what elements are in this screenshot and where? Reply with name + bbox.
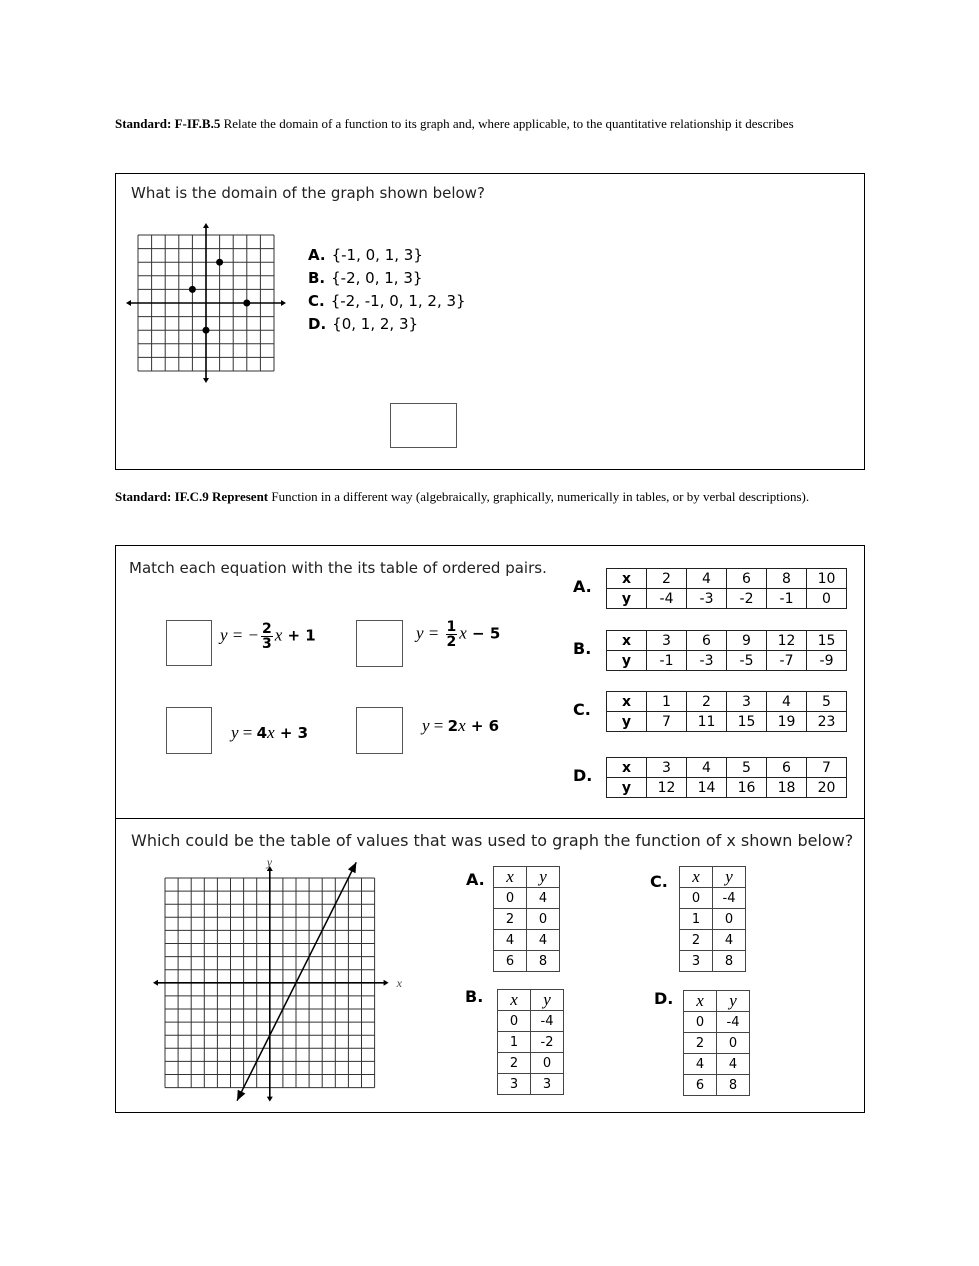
table-cell: 4 [687,758,727,778]
fraction [261,622,273,651]
eq-var: x [459,623,467,643]
table-cell: -4 [717,1012,750,1033]
denominator: 2 [446,634,457,650]
table-cell: 2 [687,692,727,712]
table-cell: 1 [647,692,687,712]
table-cell: 4 [687,569,727,589]
table-cell: 7 [647,712,687,732]
ordered-pairs-table [606,630,847,671]
table-cell: 10 [807,569,847,589]
table-cell: 4 [527,888,560,909]
column-header: x [494,867,527,888]
table-row [498,1032,564,1053]
numerator: 1 [446,619,457,635]
table-row [494,930,560,951]
table-cell: 3 [680,951,713,972]
table-cell: 6 [494,951,527,972]
question-1-text: What is the domain of the graph shown below? [131,184,485,202]
table-row [607,569,847,589]
standard-1 [115,114,835,133]
table-row [607,692,847,712]
eq-var: x [267,723,275,742]
table-row [494,888,560,909]
table-cell: 0 [494,888,527,909]
eq-lhs: y = − [220,625,259,645]
table-cell: 7 [807,758,847,778]
arrow-head [203,378,209,383]
option-label[interactable]: A. [466,870,485,889]
table-cell: 0 [684,1012,717,1033]
eq-equals: = [429,716,448,735]
choice-letter: D. [308,315,327,333]
table-cell: 8 [717,1075,750,1096]
table-cell: 4 [494,930,527,951]
standard-2 [115,487,835,506]
header-row [494,867,560,888]
table-cell: 1 [680,909,713,930]
choice-letter: C. [308,292,325,310]
question-1-graph [120,215,295,385]
table-row [607,589,847,609]
table-cell: 16 [727,778,767,798]
match-box-1[interactable] [166,620,212,666]
column-header: x [680,867,713,888]
arrow-head [126,300,131,306]
standard-description: Function in a different way (algebraically, graphically, numerically in tables, or by verbal descriptions). [268,489,810,504]
standard-code: Standard: F-IF.B.5 [115,116,221,131]
eq-lhs: y = [416,623,444,643]
ordered-pairs-table [606,568,847,609]
table-cell: 12 [767,631,807,651]
table-cell: 3 [531,1074,564,1095]
table-cell: 8 [527,951,560,972]
table-cell: 11 [687,712,727,732]
table-cell: 15 [727,712,767,732]
table-cell: -4 [647,589,687,609]
table-cell: 0 [680,888,713,909]
x-axis-label: x [396,975,402,990]
equation-4 [422,716,499,736]
row-header: y [607,589,647,609]
table-cell: -2 [531,1032,564,1053]
equation-3 [231,723,308,743]
table-row [607,651,847,671]
eq-var: x [274,625,283,645]
column-header: y [717,991,750,1012]
table-cell: 19 [767,712,807,732]
table-cell: -9 [807,651,847,671]
ordered-pairs-table [606,691,847,732]
eq-const: + 6 [465,717,500,735]
choice-text: {0, 1, 2, 3} [332,315,419,333]
header-row [498,990,564,1011]
column-header: x [684,991,717,1012]
column-header: y [527,867,560,888]
eq-y: y [231,723,239,742]
table-cell: 0 [713,909,746,930]
table-row [680,888,746,909]
option-label[interactable]: D. [654,989,674,1008]
table-cell: 14 [687,778,727,798]
table-cell: -1 [767,589,807,609]
table-cell: 6 [767,758,807,778]
table-cell: 0 [717,1033,750,1054]
table-cell: -1 [647,651,687,671]
table-cell: 23 [807,712,847,732]
table-row [498,1053,564,1074]
table-cell: 2 [494,909,527,930]
row-header: y [607,778,647,798]
eq-equals: = [238,723,257,742]
choice-c[interactable] [308,290,466,313]
equation-2 [416,620,500,649]
choice-b[interactable] [308,267,466,290]
table-cell: -2 [727,589,767,609]
table-cell: 2 [647,569,687,589]
table-cell: 5 [807,692,847,712]
table-cell: -3 [687,589,727,609]
ordered-pairs-table [606,757,847,798]
row-header: x [607,569,647,589]
table-row [498,1011,564,1032]
table-cell: 2 [684,1033,717,1054]
table-row [684,1033,750,1054]
match-box-2[interactable] [356,620,403,667]
choice-text: {-2, -1, 0, 1, 2, 3} [330,292,466,310]
table-label: D. [573,766,593,785]
table-cell: -4 [531,1011,564,1032]
table-cell: 4 [713,930,746,951]
table-cell: 2 [498,1053,531,1074]
arrow-head [153,980,158,986]
column-header: y [531,990,564,1011]
table-row [607,631,847,651]
option-label[interactable]: B. [465,987,484,1006]
table-cell: 3 [647,631,687,651]
choice-text: {-1, 0, 1, 3} [331,246,423,264]
answer-box[interactable] [390,403,457,448]
row-header: x [607,692,647,712]
choice-letter: A. [308,246,326,264]
equation-1 [220,622,316,651]
table-row [494,909,560,930]
table-cell: 0 [531,1053,564,1074]
table-cell: 15 [807,631,847,651]
question-1-choices [308,244,466,336]
table-cell: 9 [727,631,767,651]
table-cell: 4 [717,1054,750,1075]
table-cell: 2 [680,930,713,951]
table-cell: 6 [687,631,727,651]
value-table [683,990,750,1096]
value-table [493,866,560,972]
header-row [684,991,750,1012]
table-cell: 6 [684,1075,717,1096]
column-header: y [713,867,746,888]
table-cell: -3 [687,651,727,671]
table-label: C. [573,700,591,719]
table-cell: -4 [713,888,746,909]
table-row [607,758,847,778]
column-header: x [498,990,531,1011]
graph-point [216,259,223,266]
header-row [680,867,746,888]
table-cell: 1 [498,1032,531,1053]
table-cell: 8 [767,569,807,589]
table-cell: -7 [767,651,807,671]
table-cell: 3 [498,1074,531,1095]
table-row [680,930,746,951]
arrow-head [281,300,286,306]
arrow-head [267,1097,273,1102]
table-cell: 4 [527,930,560,951]
row-header: y [607,712,647,732]
eq-y: y [422,716,430,735]
choice-text: {-2, 0, 1, 3} [331,269,423,287]
value-table [497,989,564,1095]
graph-point [243,300,250,307]
eq-const: − 5 [466,624,501,643]
denominator: 3 [262,636,272,652]
table-cell: 0 [498,1011,531,1032]
table-cell: 5 [727,758,767,778]
table-cell: 3 [727,692,767,712]
arrow-head [384,980,389,986]
choice-d[interactable] [308,313,466,336]
table-cell: 3 [647,758,687,778]
table-row [607,712,847,732]
eq-const: + 1 [282,626,316,645]
table-row [680,951,746,972]
match-box-4[interactable] [356,707,403,754]
function-line [237,862,356,1100]
table-cell: 12 [647,778,687,798]
table-label: A. [573,577,592,596]
table-row [607,778,847,798]
question-2-text: Match each equation with the its table of ordered pairs. [129,559,547,577]
standard-description: Relate the domain of a function to its graph and, where applicable, to the quantitative relationship it describes [220,116,794,131]
arrow-head [203,223,209,228]
option-label[interactable]: C. [650,872,668,891]
question-3-graph [150,855,410,1110]
table-cell: -5 [727,651,767,671]
eq-const: + 3 [274,724,309,742]
table-row [680,909,746,930]
table-row [684,1054,750,1075]
table-row [684,1075,750,1096]
row-header: x [607,631,647,651]
table-cell: 4 [684,1054,717,1075]
table-cell: 4 [767,692,807,712]
graph-point [189,286,196,293]
fraction [446,620,458,649]
value-table [679,866,746,972]
choice-a[interactable] [308,244,466,267]
table-row [494,951,560,972]
eq-coef: 4 [256,724,268,742]
table-cell: 0 [807,589,847,609]
table-cell: 8 [713,951,746,972]
eq-coef: 2 [447,717,459,735]
divider [116,818,864,819]
table-row [498,1074,564,1095]
table-cell: 0 [527,909,560,930]
row-header: y [607,651,647,671]
y-axis-label: y [266,855,273,869]
table-cell: 6 [727,569,767,589]
standard-code: Standard: IF.C.9 Represent [115,489,269,504]
table-cell: 18 [767,778,807,798]
graph-point [203,327,210,334]
table-row [684,1012,750,1033]
eq-var: x [458,716,466,735]
table-cell: 20 [807,778,847,798]
table-label: B. [573,639,592,658]
numerator: 2 [262,621,272,637]
question-3-text: Which could be the table of values that was used to graph the function of x shown below? [131,831,854,850]
choice-letter: B. [308,269,326,287]
row-header: x [607,758,647,778]
match-box-3[interactable] [166,707,212,754]
